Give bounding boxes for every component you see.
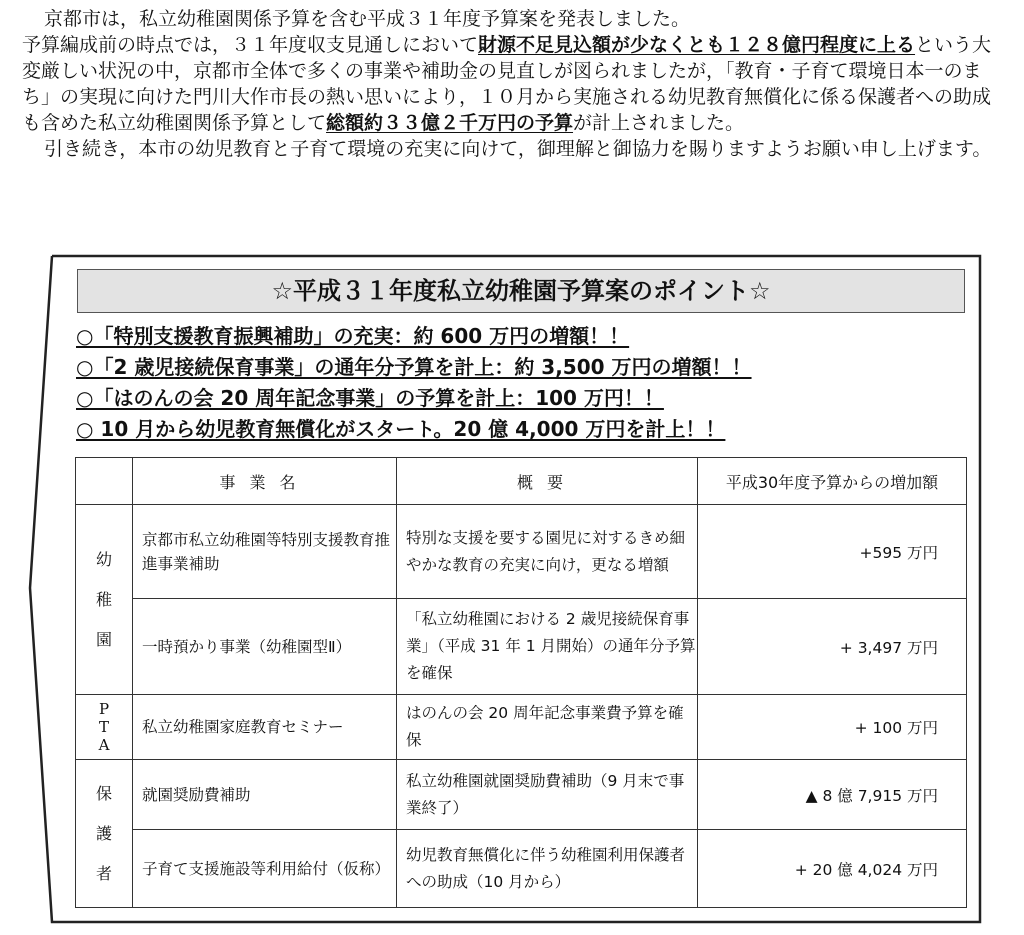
point-item: ○「特別支援教育振興補助」の充実：約 600 万円の増額！！ [76, 324, 630, 348]
row-name: 京都市私立幼稚園等特別支援教育推進事業補助 [133, 505, 397, 599]
point-item: ○「2 歳児接続保育事業」の通年分予算を計上：約 3,500 万円の増額！！ [76, 355, 752, 379]
intro-paragraph-1: 京都市は，私立幼稚園関係予算を含む平成３１年度予算案を発表しました。 [44, 8, 691, 30]
points-title: ☆平成３１年度私立幼稚園予算案のポイント☆ [77, 269, 965, 313]
row-summary: 「私立幼稚園における 2 歳児接続保育事業」（平成 31 年 1 月開始）の通年分予算を確保 [397, 599, 698, 695]
row-increase: +595 万円 [698, 505, 967, 599]
row-name: 一時預かり事業（幼稚園型Ⅱ） [133, 599, 397, 695]
points-list [76, 323, 752, 447]
intro-text [22, 6, 992, 162]
table-row [76, 599, 967, 695]
header-blank [76, 458, 133, 505]
group-guardian: 保護者 [76, 760, 133, 908]
intro-paragraph-3: 引き続き，本市の幼児教育と子育て環境の充実に向けて，御理解と御協力を賜りますようお願い申し上げます。 [44, 138, 992, 160]
point-item: ○「はのんの会 20 周年記念事業」の予算を計上：100 万円！！ [76, 386, 664, 410]
intro-text-e: が計上されました。 [573, 112, 745, 134]
total-budget-highlight: 総額約３３億２千万円の予算 [326, 112, 574, 134]
row-summary: 私立幼稚園就園奨励費補助（9 月末で事業終了） [397, 760, 698, 830]
row-increase: ▲ 8 億 7,915 万円 [698, 760, 967, 830]
table-row [76, 505, 967, 599]
header-project-name: 事業名 [133, 458, 397, 505]
shortfall-highlight: 財源不足見込額が少なくとも１２８億円程度に上る [478, 34, 916, 56]
row-increase: + 3,497 万円 [698, 599, 967, 695]
header-summary: 概要 [397, 458, 698, 505]
budget-table [75, 457, 967, 908]
header-increase: 平成30年度予算からの増加額 [698, 458, 967, 505]
row-increase: + 100 万円 [698, 695, 967, 760]
intro-text-c: という大変厳しい状況の中，京都市全体で多くの事業や補助金の見直しが図られましたが，「教育・子育て環境日本一のまち」の実現に向けた門川大作市長の熱い思いにより，１０月から実施される幼児教育無償化に係る保護者への助成も含めた私立幼稚園関係予算として [22, 34, 992, 134]
row-name: 私立幼稚園家庭教育セミナー [133, 695, 397, 760]
table-row [76, 830, 967, 908]
row-name: 就園奨励費補助 [133, 760, 397, 830]
table-row [76, 760, 967, 830]
row-summary: 特別な支援を要する園児に対するきめ細やかな教育の充実に向け，更なる増額 [397, 505, 698, 599]
table-header-row [76, 458, 967, 505]
row-summary: はのんの会 20 周年記念事業費予算を確保 [397, 695, 698, 760]
intro-text-a: 予算編成前の時点では，３１年度収支見通しにおいて [22, 34, 479, 56]
row-name: 子育て支援施設等利用給付（仮称） [133, 830, 397, 908]
table-row [76, 695, 967, 760]
group-pta: PTA [76, 695, 133, 760]
row-summary: 幼児教育無償化に伴う幼稚園利用保護者への助成（10 月から） [397, 830, 698, 908]
row-increase: + 20 億 4,024 万円 [698, 830, 967, 908]
point-item: ○ 10 月から幼児教育無償化がスタート。20 億 4,000 万円を計上！！ [76, 417, 726, 441]
group-kindergarten: 幼稚園 [76, 505, 133, 695]
intro-paragraph-2 [22, 32, 992, 136]
